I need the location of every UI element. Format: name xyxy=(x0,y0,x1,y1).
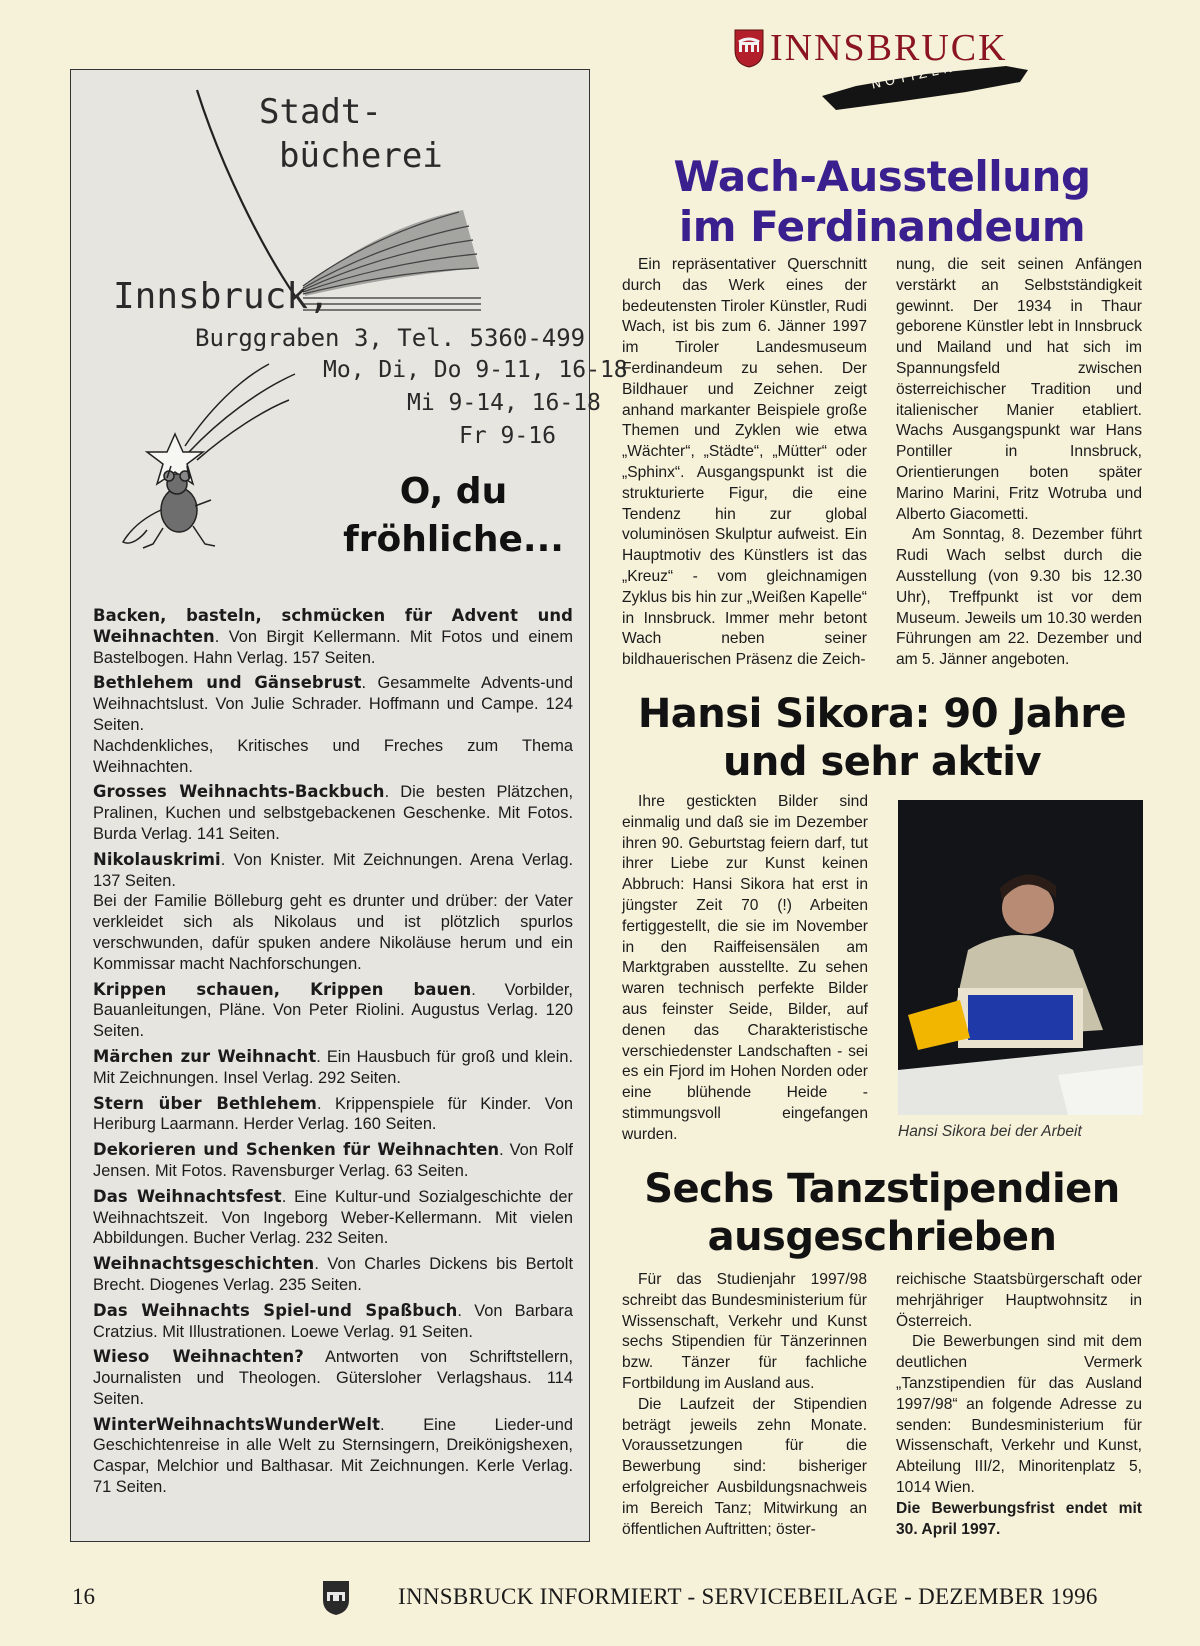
book-details: . Ein Hausbuch für groß und klein. Mit Zeichnungen. Insel Verlag. 292 Seiten. xyxy=(93,1047,574,1087)
book-details: . Gesammelte Advents-und Weihnachtslust. Von Julie Schrader. Hoffmann und Campe. 124 Seiten. xyxy=(93,674,573,734)
book-title: Krippen schauen, Krippen bauen xyxy=(93,979,472,999)
article-tanz-column-2 xyxy=(896,1270,1142,1540)
innsbruck-coat-of-arms-icon xyxy=(734,28,764,68)
list-item xyxy=(93,1415,573,1498)
library-hours-3: Fr 9-16 xyxy=(459,423,556,449)
article-wach-title-line1: Wach-Ausstellung xyxy=(673,152,1091,201)
library-ad-box xyxy=(70,69,628,1542)
book-details: . Von Charles Dickens bis Bertolt Brecht. Diogenes Verlag. 235 Seiten. xyxy=(93,1255,573,1294)
library-hours-2: Mi 9-14, 16-18 xyxy=(407,390,601,416)
page-number: 16 xyxy=(72,1584,95,1609)
article-wach-column-1 xyxy=(622,255,867,671)
book-details: . Krippenspiele für Kinder. Von Heriburg Laarmann. Herder Verlag. 160 Seiten. xyxy=(93,1094,573,1134)
article-wach-title xyxy=(612,152,1152,252)
book-details: . Eine Kultur-und Sozialgeschichte der Weihnachtszeit. Von Ingeborg Weber-Kellermann. Mit vielen Abbildungen. Bucher Verlag. 232 Seiten. xyxy=(93,1187,573,1248)
article-tanz-paragraph: reichische Staatsbürgerschaft oder mehrjähriger Hauptwohnsitz in Österreich. xyxy=(896,1271,1142,1330)
book-details: . Von Birgit Kellermann. Mit Fotos und einem Bastelbogen. Hahn Verlag. 157 Seiten. xyxy=(93,627,573,667)
sikora-photo-illustration xyxy=(898,800,1143,1115)
library-name-line1: Stadt- xyxy=(259,92,382,132)
list-item xyxy=(93,1094,573,1136)
photo-caption: Hansi Sikora bei der Arbeit xyxy=(898,1123,1082,1140)
book-details: . Vorbilder, Bauanleitungen, Pläne. Von Peter Riolini. Augustus Verlag. 120 Seiten. xyxy=(93,980,573,1041)
library-address: Burggraben 3, Tel. 5360-499 xyxy=(195,324,586,352)
library-headline xyxy=(341,468,566,564)
library-headline-line2: fröhliche... xyxy=(343,519,564,560)
list-item xyxy=(93,1187,573,1249)
article-sikora-paragraph: Ihre gestickten Bilder sind einmalig und daß sie im Dezember ihren 90. Geburtstag feiern darf, tut ihrer Liebe zur Kunst keinen Abbruch: Hansi Sikora hat erst in jüngster Zeit 70 (!) Arbeiten fertiggestellt, die sie im November in den Raiffeisensälen am Marktgraben ausstellte. Zu sehen waren technisch perfekte Bilder aus feinster Seide, Bilder, auf denen das Charakteristische verschiedenster Landschaften - sei es ein Fjord im Hohen Norden oder eine blühende Heide - stimmungsvoll eingefangen wurden. xyxy=(622,793,868,1143)
book-title: WinterWeihnachtsWunderWelt xyxy=(93,1414,381,1434)
article-wach-paragraph: Ein repräsentativer Querschnitt durch das Werk eines der bedeutensten Tiroler Künstler, Rudi Wach, ist bis zum 6. Jänner 1997 im Tiroler Landesmuseum Ferdinandeum zu sehen. Der Bildhauer und Zeichner zeigt anhand markanter Beispiele große Themen und Zyklen wie etwa „Wächter“, „Städte“, „Mütter“ oder „Sphinx“. Ausgangspunkt ist die strukturierte Figur, die eine Tendenz hin zur global voluminösen Skulptur aufweist. Ein Hauptmotiv des Künstlers ist das „Kreuz“ - vom gleichnamigen Zyklus bis hin zur „Weißen Kapelle“ in Innsbruck. Immer mehr betont Wach neben seiner bildhauerischen Präsenz die Zeich- xyxy=(622,256,867,669)
book-details: . Die besten Plätzchen, Pralinen, Kuchen und selbstgebackenen Geschenke. Mit Fotos. Burda Verlag. 141 Seiten. xyxy=(93,783,573,843)
footer-coat-of-arms-icon xyxy=(322,1580,350,1616)
article-sikora-title-line2: und sehr aktiv xyxy=(722,739,1042,785)
article-tanz-title-line1: Sechs Tanzstipendien xyxy=(644,1166,1120,1212)
article-wach-paragraph: Am Sonntag, 8. Dezember führt Rudi Wach selbst durch die Ausstellung (von 9.30 bis 12.30 Uhr), Treffpunkt ist vor dem Museum. Jeweils um 10.30 werden Führungen am 22. Dezember und am 5. Jänner angeboten. xyxy=(896,526,1142,669)
book-title: Märchen zur Weihnacht xyxy=(93,1046,317,1066)
book-details: . Von Barbara Cratzius. Mit Illustrationen. Loewe Verlag. 91 Seiten. xyxy=(93,1301,573,1341)
article-tanz-paragraph: Für das Studienjahr 1997/98 schreibt das Bundesministerium für Wissenschaft, Verkehr und Kunst sechs Stipendien für Tänzerinnen bzw. Tänzer für fachliche Fortbildung im Ausland aus. xyxy=(622,1271,867,1392)
book-details: Antworten von Schriftstellern, Journalisten und Theologen. Gütersloher Verlagshaus. 114 Seiten. xyxy=(93,1348,573,1408)
book-title: Stern über Bethlehem xyxy=(93,1093,317,1113)
book-title: Das Weihnachtsfest xyxy=(93,1186,282,1206)
book-title: Dekorieren und Schenken für Weihnachten xyxy=(93,1140,500,1160)
list-item xyxy=(93,850,573,892)
book-list xyxy=(93,606,573,1503)
article-sikora-body xyxy=(622,792,868,1146)
library-name-line2: bücherei xyxy=(279,136,443,176)
list-item xyxy=(93,1301,573,1343)
article-tanz-paragraph: Die Bewerbungen sind mit dem deutlichen Vermerk „Tanzstipendien für das Ausland 1997/98“ an folgende Adresse zu senden: Bundesministerium für Wissenschaft, Verkehr und Kunst, Abteilung III/2, Minoritenplatz 5, 1014 Wien. xyxy=(896,1333,1142,1496)
book-title: Nikolauskrimi xyxy=(93,849,221,869)
masthead-title: INNSBRUCK xyxy=(770,27,1008,69)
article-tanz-title xyxy=(612,1165,1152,1261)
article-wach-column-2 xyxy=(896,255,1142,671)
list-item xyxy=(93,1254,573,1296)
book-title: Wieso Weihnachten? xyxy=(93,1347,304,1367)
book-title: Backen, basteln, schmücken für Advent und Weihnachten xyxy=(93,606,573,646)
book-details: . Von Rolf Jensen. Mit Fotos. Ravensburger Verlag. 63 Seiten. xyxy=(93,1141,573,1180)
list-item xyxy=(93,1140,573,1182)
article-tanz-paragraph: Die Laufzeit der Stipendien beträgt jeweils zehn Monate. Voraussetzungen für die Bewerbung sind: bisheriger erfolgreicher Ausbildungsnachweis im Bereich Tanz; Mitwirkung an öffentlichen Auftritten; öster- xyxy=(622,1395,867,1538)
book-details: . Von Knister. Mit Zeichnungen. Arena Verlag. 137 Seiten. xyxy=(93,850,573,890)
list-item xyxy=(93,606,573,668)
footer-title: INNSBRUCK INFORMIERT - SERVICEBEILAGE - DEZEMBER 1996 xyxy=(398,1584,1098,1609)
list-item xyxy=(93,1347,573,1409)
book-title: Das Weihnachts Spiel-und Spaßbuch xyxy=(93,1300,458,1320)
sikora-photo xyxy=(898,800,1143,1115)
book-title: Weihnachtsgeschichten xyxy=(93,1254,315,1274)
book-note: Bei der Familie Bölleburg geht es drunter und drüber: der Vater verkleidet sich als Nikolaus und ist plötzlich spurlos verschwunden, dafür spuken andere Nikoläuse herum und ein Kommissar macht Nachforschungen. xyxy=(93,892,573,973)
article-sikora-title xyxy=(612,690,1152,786)
article-wach-paragraph: nung, die seit seinen Anfängen verstärkt an Selbstständigkeit gewinnt. Der 1934 in Thaur geborene Künstler lebt in Innsbruck und Mailand und hat sich im Spannungsfeld zwischen österreichischer Tradition und italienischer Manier etabliert. Wachs Ausgangspunkt war Hans Pontiller in Innsbruck, Orientierungen boten später Marino Marini, Fritz Wotruba und Alberto Giacometti. xyxy=(896,256,1142,523)
article-tanz-column-1 xyxy=(622,1270,867,1540)
list-item xyxy=(93,673,573,735)
book-title: Bethlehem und Gänsebrust xyxy=(93,673,362,693)
list-item xyxy=(93,782,573,844)
library-hours-1: Mo, Di, Do 9-11, 16-18 xyxy=(323,357,628,383)
article-wach-title-line2: im Ferdinandeum xyxy=(678,202,1086,251)
book-title: Grosses Weihnachts-Backbuch xyxy=(93,782,385,802)
book-details: . Eine Lieder-und Geschichtenreise in alle Welt zu Sternsingern, Dreikönigshexen, Caspar, Melchior und Balthasar. Mit Zeichnungen. Kerle Verlag. 71 Seiten. xyxy=(93,1415,573,1497)
masthead xyxy=(734,26,1034,106)
list-item xyxy=(93,1047,573,1089)
article-tanz-title-line2: ausgeschrieben xyxy=(707,1214,1057,1260)
article-sikora-title-line1: Hansi Sikora: 90 Jahre xyxy=(637,691,1127,737)
article-tanz-deadline: Die Bewerbungsfrist endet mit 30. April 1997. xyxy=(896,1499,1142,1538)
library-headline-line1: O, du xyxy=(399,471,508,512)
shooting-star-mouse-illustration xyxy=(119,360,299,560)
book-note: Nachdenkliches, Kritisches und Freches zum Thema Weihnachten. xyxy=(93,736,573,776)
masthead-subtitle: NOTIZEN xyxy=(870,59,958,93)
library-city: Innsbruck, xyxy=(113,276,330,317)
list-item xyxy=(93,980,573,1042)
